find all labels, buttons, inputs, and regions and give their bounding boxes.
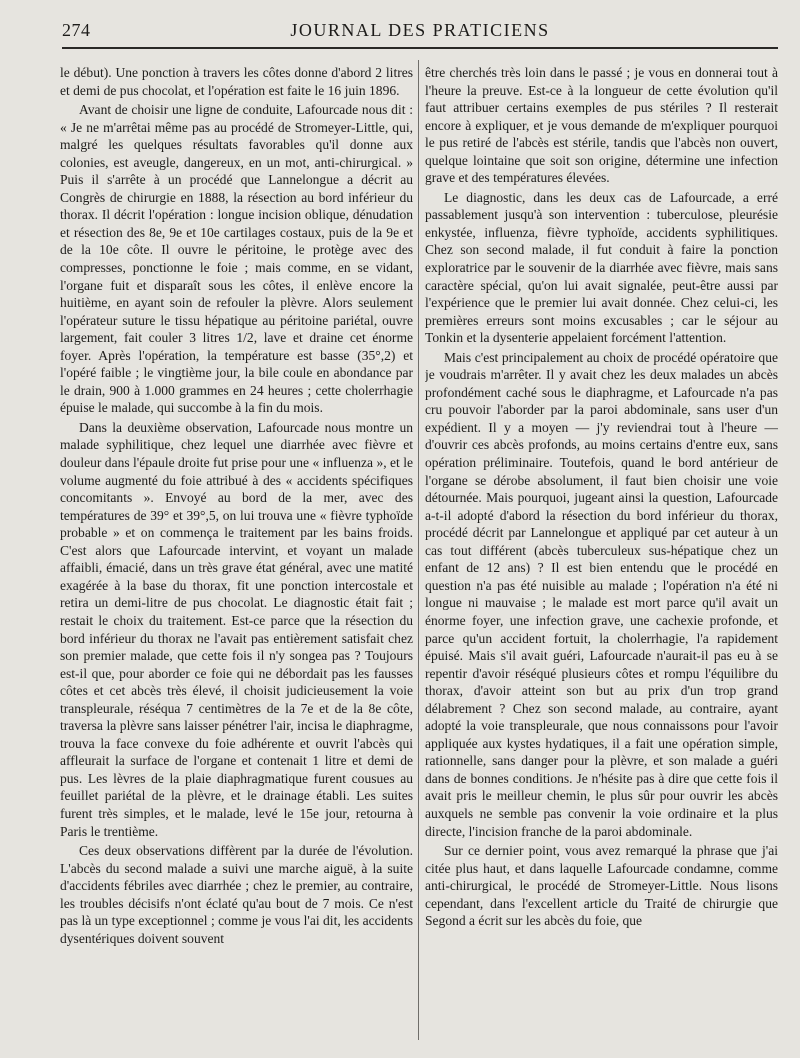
paragraph: être cherchés très loin dans le passé ; je vous en donnerai tout à l'heure la preuve. Est-ce à la longueur de cette évolution qu'il faut attribuer certains exemples de pus stériles ? Il resterait encore à expliquer, et je vous demande de m'expliquer pourquoi le pus retiré de l'abcès est stérile, tandis que l'abcès non ouvert, quelque lointaine que soit son origine, détermine une infection grave et des températures élevées.	[425, 65, 778, 186]
paragraph: Avant de choisir une ligne de conduite, Lafourcade nous dit : « Je ne m'arrêtai même pas au procédé de Stromeyer-Little, qui, malgré les quelques résultats favorables qu'il donne aux colonies, est aveugle, dangereux, en un mot, anti-chirurgical. » Puis il s'arrête à un procédé que Lannelongue a décrit au Congrès de chirurgie en 1888, la résection au bord inférieur du thorax. Il décrit l'opération : longue incision oblique, dénudation et résection des 8e, 9e et 10e cartilages costaux, puis de la 9e et de la 10e côte. Il ouvre le péritoine, le protège avec des compresses, ponctionne le foie ; mais comme, en se vidant, l'organe fuit et disparaît sous les côtes, il enlève encore la huitième, en ayant soin de refouler la plèvre. Alors seulement l'opérateur suture le tissu hépatique au péritoine pariétal, ouvre largement, fait couler 3 litres 1/2, lave et draine cet énorme foyer. Après l'opération, la température est basse (35°,2) et l'opéré faible ; le vingtième jour, la bile coule en abondance par le drain, 900 à 1.000 grammes en 24 heures ; cette cholerrhagie épuise le malade, qui succombe à la fin du mois.	[60, 102, 413, 416]
left-column	[60, 64, 413, 1039]
paragraph: Le diagnostic, dans les deux cas de Lafourcade, a erré passablement jusqu'à son intervention : tuberculose, pleurésie enkystée, influenza, fièvre typhoïde, accidents syphilitiques. Chez son second malade, il fut conduit à faire la ponction exploratrice par le souvenir de la diarrhée avec fièvre, mais sans caractère spécial, qu'on lui avait signalée, peut-être aussi par l'expérience que le premier lui avait donnée. Chez celui-ci, les premières erreurs sont moins excusables ; car le séjour au Tonkin et la dysenterie appelaient forcément l'attention.	[425, 189, 778, 346]
right-column	[425, 64, 778, 1039]
paragraph: Sur ce dernier point, vous avez remarqué la phrase que j'ai citée plus haut, et dans laquelle Lafourcade condamne, comme anti-chirurgical, le procédé de Stromeyer-Little. Nous lisons cependant, dans l'excellent article du Traité de chirurgie que Segond a écrit sur les abcès du foie, que	[425, 843, 778, 929]
paragraph: Ces deux observations diffèrent par la durée de l'évolution. L'abcès du second malade a suivi une marche aiguë, à la suite d'accidents fébriles avec diarrhée ; chez le premier, au contraire, les troubles décisifs n'ont éclaté qu'au bout de 7 mois. Ce n'est pas là un type exceptionnel ; comme je vous l'ai dit, les accidents dysentériques doivent souvent	[60, 843, 413, 946]
running-title: JOURNAL DES PRATICIENS	[290, 20, 550, 40]
page-number: 274	[62, 20, 91, 40]
paragraph: le début). Une ponction à travers les côtes donne d'abord 2 litres et demi de pus chocolat, et l'opération est faite le 16 juin 1896.	[60, 65, 413, 98]
page-header	[62, 18, 778, 48]
header-rule	[62, 47, 778, 49]
paragraph: Mais c'est principalement au choix de procédé opératoire que je voudrais m'arrêter. Il y avait chez les deux malades un abcès profondément caché sous le diaphragme, et Lafourcade n'a pas cru pouvoir l'aborder par la paroi abdominale, sans user d'un expédient. Il y a moyen — j'y reviendrai tout à l'heure — d'ouvrir ces abcès profonds, au moins certains d'entre eux, sans opération préliminaire. Toutefois, quand le bord antérieur de l'organe se dérobe absolument, il faut bien choisir une voie détournée. Mais pourquoi, jugeant ainsi la question, Lafourcade a-t-il adopté d'abord la résection du bord inférieur du thorax, procédé décrit par Lannelongue et appliqué par cet auteur à un cas tout différent (abcès tuberculeux sus-hépatique chez un enfant de 12 ans) ? Il est bien entendu que le procédé en question n'a pas été nuisible au malade ; l'opération n'a été ni longue ni mauvaise ; le malade est mort parce qu'il avait un énorme foyer, une infection grave, une cachexie profonde, et parce qu'un accident fortuit, la cholerrhagie, l'a rapidement épuisé. Mais s'il avait guéri, Lafourcade n'aurait-il pas eu à se repentir d'avoir réséqué plusieurs côtes et rompu l'équilibre du thorax, d'avoir atteint son but au prix d'un trop grand délabrement ? Chez son second malade, au contraire, ayant adopté la voie transpleurale, que nous connaissons pour l'avoir appliquée aux kystes hydatiques, il a fait une opération simple, rationnelle, sans danger pour la plèvre, et son malade a guéri dans de bonnes conditions. Je n'hésite pas à dire que cette fois il avait pris le meilleur chemin, le plus sûr pour ouvrir les abcès auxquels ne semble pas convenir la voie ordinaire et la plus directe, l'incision franche de la paroi abdominale.	[425, 349, 778, 839]
column-divider	[418, 60, 419, 1040]
paragraph: Dans la deuxième observation, Lafourcade nous montre un malade syphilitique, chez lequel une diarrhée avec fièvre et douleur dans l'épaule droite fut prise pour une « influenza », et le volume augmenté du foie attribué à des « accidents spécifiques concomitants ». Envoyé au bord de la mer, avec des températures de 39° et 39°,5, on lui trouva une « fièvre typhoïde probable » et on commença le traitement par les bains froids. C'est alors que Lafourcade intervint, et voyant un malade affaibli, émacié, dans un très grave état général, avec une matité exagérée à la base du thorax, fit une ponction intercostale et retira un demi-litre de pus chocolat. Le diagnostic était fait ; restait le choix du traitement. Est-ce parce que la résection du bord inférieur du thorax ne l'avait pas entièrement satisfait chez son premier malade, que cette fois il n'y songea pas ? Toujours est-il que, pour aborder ce foie qui ne débordait pas les fausses côtes et cet abcès très élevé, il choisit judicieusement la voie transpleurale, réséqua 7 centimètres de la 7e et de la 8e côte, traversa la plèvre sans laisser pénétrer l'air, incisa le diaphragme, trouva la face convexe du foie adhérente et ouvrit l'abcès qui affleurait la surface de l'organe et contenait 1 litre et demi de pus. Les lèvres de la plaie diaphragmatique furent cousues au feuillet pariétal de la plèvre, et le drainage établi. Les suites furent très simples, et le malade, levé le 15e jour, retourna à Paris le trentième.	[60, 419, 413, 839]
